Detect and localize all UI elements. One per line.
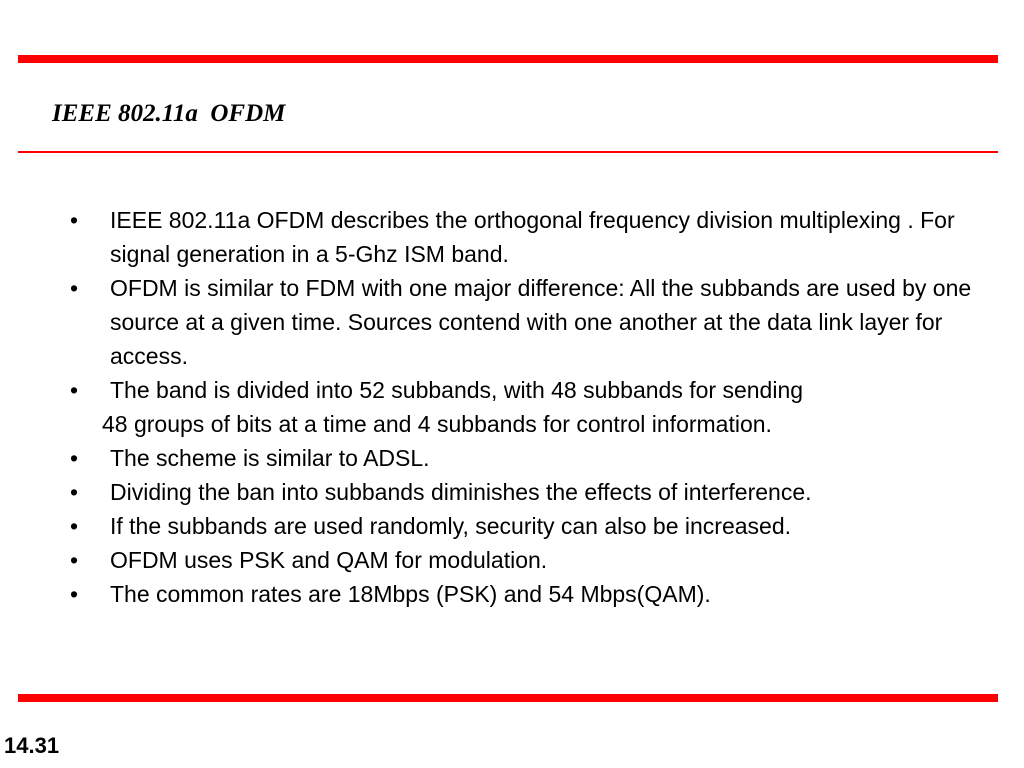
top-red-rule xyxy=(18,55,998,63)
page-number: 14.31 xyxy=(4,733,60,758)
bullet-item xyxy=(70,577,1000,611)
bullet-dot: • xyxy=(70,377,79,403)
bullet-dot: • xyxy=(70,275,79,301)
bullet-text: OFDM is similar to FDM with one major difference: All the subbands are used by one source at a given time. Sources contend with one another at the data link layer for access. xyxy=(110,275,972,369)
bullet-item xyxy=(70,203,1000,271)
bullet-item xyxy=(70,441,1000,475)
bullet-dot: • xyxy=(70,479,79,505)
bullet-text-line-2: 48 groups of bits at a time and 4 subbands for control information. xyxy=(102,411,772,437)
slide-title: IEEE 802.11a OFDM xyxy=(52,100,286,127)
bullet-dot: • xyxy=(70,581,79,607)
bullet-dot: • xyxy=(70,207,79,233)
bullet-item xyxy=(70,509,1000,543)
bullet-item xyxy=(70,271,1000,373)
bottom-red-rule xyxy=(18,694,998,702)
bullet-text: If the subbands are used randomly, security can also be increased. xyxy=(110,513,792,539)
bullet-item xyxy=(70,475,1000,509)
title-underline-rule xyxy=(18,151,998,153)
bullet-text: OFDM uses PSK and QAM for modulation. xyxy=(110,547,548,573)
bullet-text: Dividing the ban into subbands diminishes the effects of interference. xyxy=(110,479,812,505)
bullet-text: The common rates are 18Mbps (PSK) and 54 Mbps(QAM). xyxy=(110,581,711,607)
bullet-dot: • xyxy=(70,513,79,539)
bullet-dot: • xyxy=(70,547,79,573)
bullet-list xyxy=(70,203,1000,611)
bullet-text: IEEE 802.11a OFDM describes the orthogonal frequency division multiplexing . For signal generation in a 5-Ghz ISM band. xyxy=(110,207,955,267)
bullet-item xyxy=(70,373,1000,441)
bullet-dot: • xyxy=(70,445,79,471)
bullet-item xyxy=(70,543,1000,577)
bullet-text-line-1: The band is divided into 52 subbands, with 48 subbands for sending xyxy=(110,377,804,403)
bullet-text: The scheme is similar to ADSL. xyxy=(110,445,430,471)
